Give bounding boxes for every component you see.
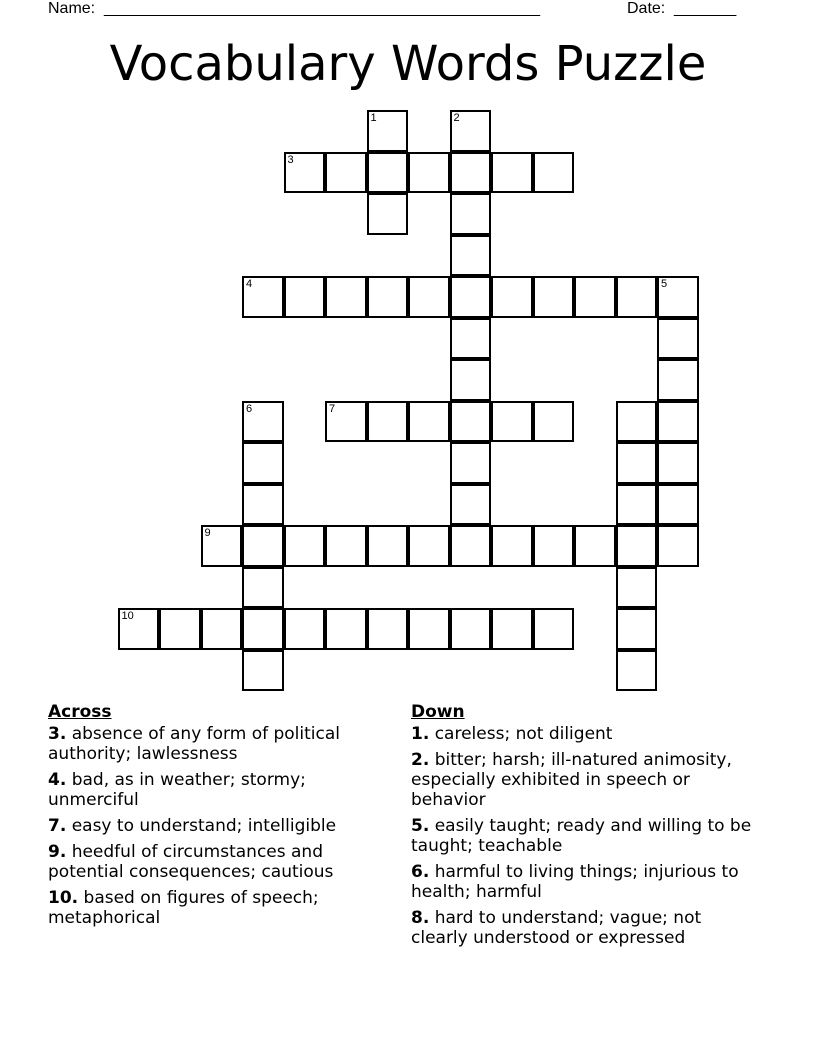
grid-cell[interactable] xyxy=(533,152,575,194)
grid-cell[interactable] xyxy=(325,525,367,567)
clue-text: based on figures of speech; metaphorical xyxy=(48,888,319,928)
down-heading: Down xyxy=(411,702,465,722)
grid-cell[interactable] xyxy=(450,276,492,318)
clue-number: 7. xyxy=(48,816,67,836)
down-clue xyxy=(411,908,756,948)
grid-cell[interactable] xyxy=(616,401,658,443)
cell-number: 10 xyxy=(121,610,134,622)
grid-cell[interactable] xyxy=(242,650,284,692)
grid-cell[interactable] xyxy=(242,276,284,318)
grid-cell[interactable] xyxy=(616,567,658,609)
grid-cell[interactable] xyxy=(491,525,533,567)
grid-cell[interactable] xyxy=(616,525,658,567)
grid-cell[interactable] xyxy=(616,276,658,318)
grid-cell[interactable] xyxy=(657,359,699,401)
clue-number: 5. xyxy=(411,816,430,836)
cell-number: 6 xyxy=(246,402,253,415)
grid-cell[interactable] xyxy=(657,318,699,360)
grid-cell[interactable] xyxy=(450,525,492,567)
clue-text: harmful to living things; injurious to health; harmful xyxy=(411,862,739,902)
grid-cell[interactable] xyxy=(657,276,699,318)
grid-cell[interactable] xyxy=(325,152,367,194)
clue-text: hard to understand; vague; not clearly understood or expressed xyxy=(411,908,702,948)
cell-number: 2 xyxy=(453,112,460,124)
grid-cell[interactable] xyxy=(491,401,533,443)
across-clue xyxy=(48,888,378,928)
clue-number: 4. xyxy=(48,770,67,790)
across-clue xyxy=(48,770,378,810)
grid-cell[interactable] xyxy=(450,193,492,235)
grid-cell[interactable] xyxy=(533,401,575,443)
date-blank-line[interactable]: _______ xyxy=(674,0,737,17)
grid-cell[interactable] xyxy=(242,484,284,526)
grid-cell[interactable] xyxy=(491,608,533,650)
clue-text: bitter; harsh; ill-natured animosity, especially exhibited in speech or behavior xyxy=(411,750,732,810)
grid-cell[interactable] xyxy=(450,359,492,401)
grid-cell[interactable] xyxy=(616,484,658,526)
grid-cell[interactable] xyxy=(367,152,409,194)
name-label: Name: xyxy=(48,0,96,17)
down-clue xyxy=(411,816,756,856)
grid-cell[interactable] xyxy=(450,442,492,484)
grid-cell[interactable] xyxy=(616,608,658,650)
down-clue xyxy=(411,750,756,810)
clue-text: absence of any form of political authority; lawlessness xyxy=(48,724,341,764)
grid-cell[interactable] xyxy=(284,525,326,567)
grid-cell[interactable] xyxy=(201,525,243,567)
grid-cell[interactable] xyxy=(408,276,450,318)
down-clues xyxy=(411,700,756,954)
clue-number: 3. xyxy=(48,724,67,744)
across-clue xyxy=(48,842,378,882)
grid-cell[interactable] xyxy=(325,276,367,318)
grid-cell[interactable] xyxy=(408,525,450,567)
clue-number: 1. xyxy=(411,724,430,744)
grid-cell[interactable] xyxy=(450,235,492,277)
grid-cell[interactable] xyxy=(325,608,367,650)
date-label: Date: xyxy=(627,0,666,17)
grid-cell[interactable] xyxy=(367,276,409,318)
cell-number: 9 xyxy=(204,527,211,539)
grid-cell[interactable] xyxy=(367,401,409,443)
grid-cell[interactable] xyxy=(491,276,533,318)
grid-cell[interactable] xyxy=(450,110,492,152)
grid-cell[interactable] xyxy=(657,442,699,484)
grid-cell[interactable] xyxy=(450,401,492,443)
clue-text: heedful of circumstances and potential consequences; cautious xyxy=(48,842,334,882)
cell-number: 4 xyxy=(246,278,253,290)
across-heading: Across xyxy=(48,702,112,722)
down-clue xyxy=(411,862,756,902)
cell-number: 5 xyxy=(661,278,668,290)
grid-cell[interactable] xyxy=(367,193,409,235)
grid-cell[interactable] xyxy=(533,276,575,318)
across-clues xyxy=(48,700,378,934)
page-title: Vocabulary Words Puzzle xyxy=(109,36,707,92)
grid-cell[interactable] xyxy=(325,401,367,443)
grid-cell[interactable] xyxy=(533,525,575,567)
grid-cell[interactable] xyxy=(450,484,492,526)
grid-cell[interactable] xyxy=(574,525,616,567)
grid-cell[interactable] xyxy=(159,608,201,650)
grid-cell[interactable] xyxy=(616,442,658,484)
cell-number: 7 xyxy=(329,402,336,415)
grid-cell[interactable] xyxy=(657,484,699,526)
clue-number: 10. xyxy=(48,888,79,908)
clue-text: easy to understand; intelligible xyxy=(71,816,337,836)
grid-cell[interactable] xyxy=(450,152,492,194)
clue-number: 9. xyxy=(48,842,67,862)
grid-cell[interactable] xyxy=(284,276,326,318)
grid-cell[interactable] xyxy=(201,608,243,650)
down-clue xyxy=(411,724,756,744)
grid-cell[interactable] xyxy=(367,525,409,567)
cell-number: 1 xyxy=(370,112,377,124)
grid-cell[interactable] xyxy=(408,608,450,650)
grid-cell[interactable] xyxy=(616,650,658,692)
grid-cell[interactable] xyxy=(408,152,450,194)
name-blank-line[interactable]: _________________________________________________ xyxy=(104,0,541,17)
grid-cell[interactable] xyxy=(284,152,326,194)
grid-cell[interactable] xyxy=(408,401,450,443)
clue-text: bad, as in weather; stormy; unmerciful xyxy=(48,770,306,810)
across-clue xyxy=(48,816,378,836)
grid-cell[interactable] xyxy=(450,608,492,650)
grid-cell[interactable] xyxy=(284,608,326,650)
grid-cell[interactable] xyxy=(242,442,284,484)
clue-text: easily taught; ready and willing to be taught; teachable xyxy=(411,816,752,856)
grid-cell[interactable] xyxy=(367,608,409,650)
grid-cell[interactable] xyxy=(118,608,160,650)
clue-number: 8. xyxy=(411,908,430,928)
grid-cell[interactable] xyxy=(242,525,284,567)
grid-cell[interactable] xyxy=(657,525,699,567)
grid-cell[interactable] xyxy=(574,276,616,318)
grid-cell[interactable] xyxy=(367,110,409,152)
grid-cell[interactable] xyxy=(242,608,284,650)
clue-number: 2. xyxy=(411,750,430,770)
across-clue xyxy=(48,724,378,764)
grid-cell[interactable] xyxy=(533,608,575,650)
grid-cell[interactable] xyxy=(242,401,284,443)
grid-cell[interactable] xyxy=(657,401,699,443)
grid-cell[interactable] xyxy=(242,567,284,609)
clue-text: careless; not diligent xyxy=(434,724,613,744)
clue-number: 6. xyxy=(411,862,430,882)
grid-cell[interactable] xyxy=(491,152,533,194)
cell-number: 3 xyxy=(287,153,294,166)
grid-cell[interactable] xyxy=(450,318,492,360)
